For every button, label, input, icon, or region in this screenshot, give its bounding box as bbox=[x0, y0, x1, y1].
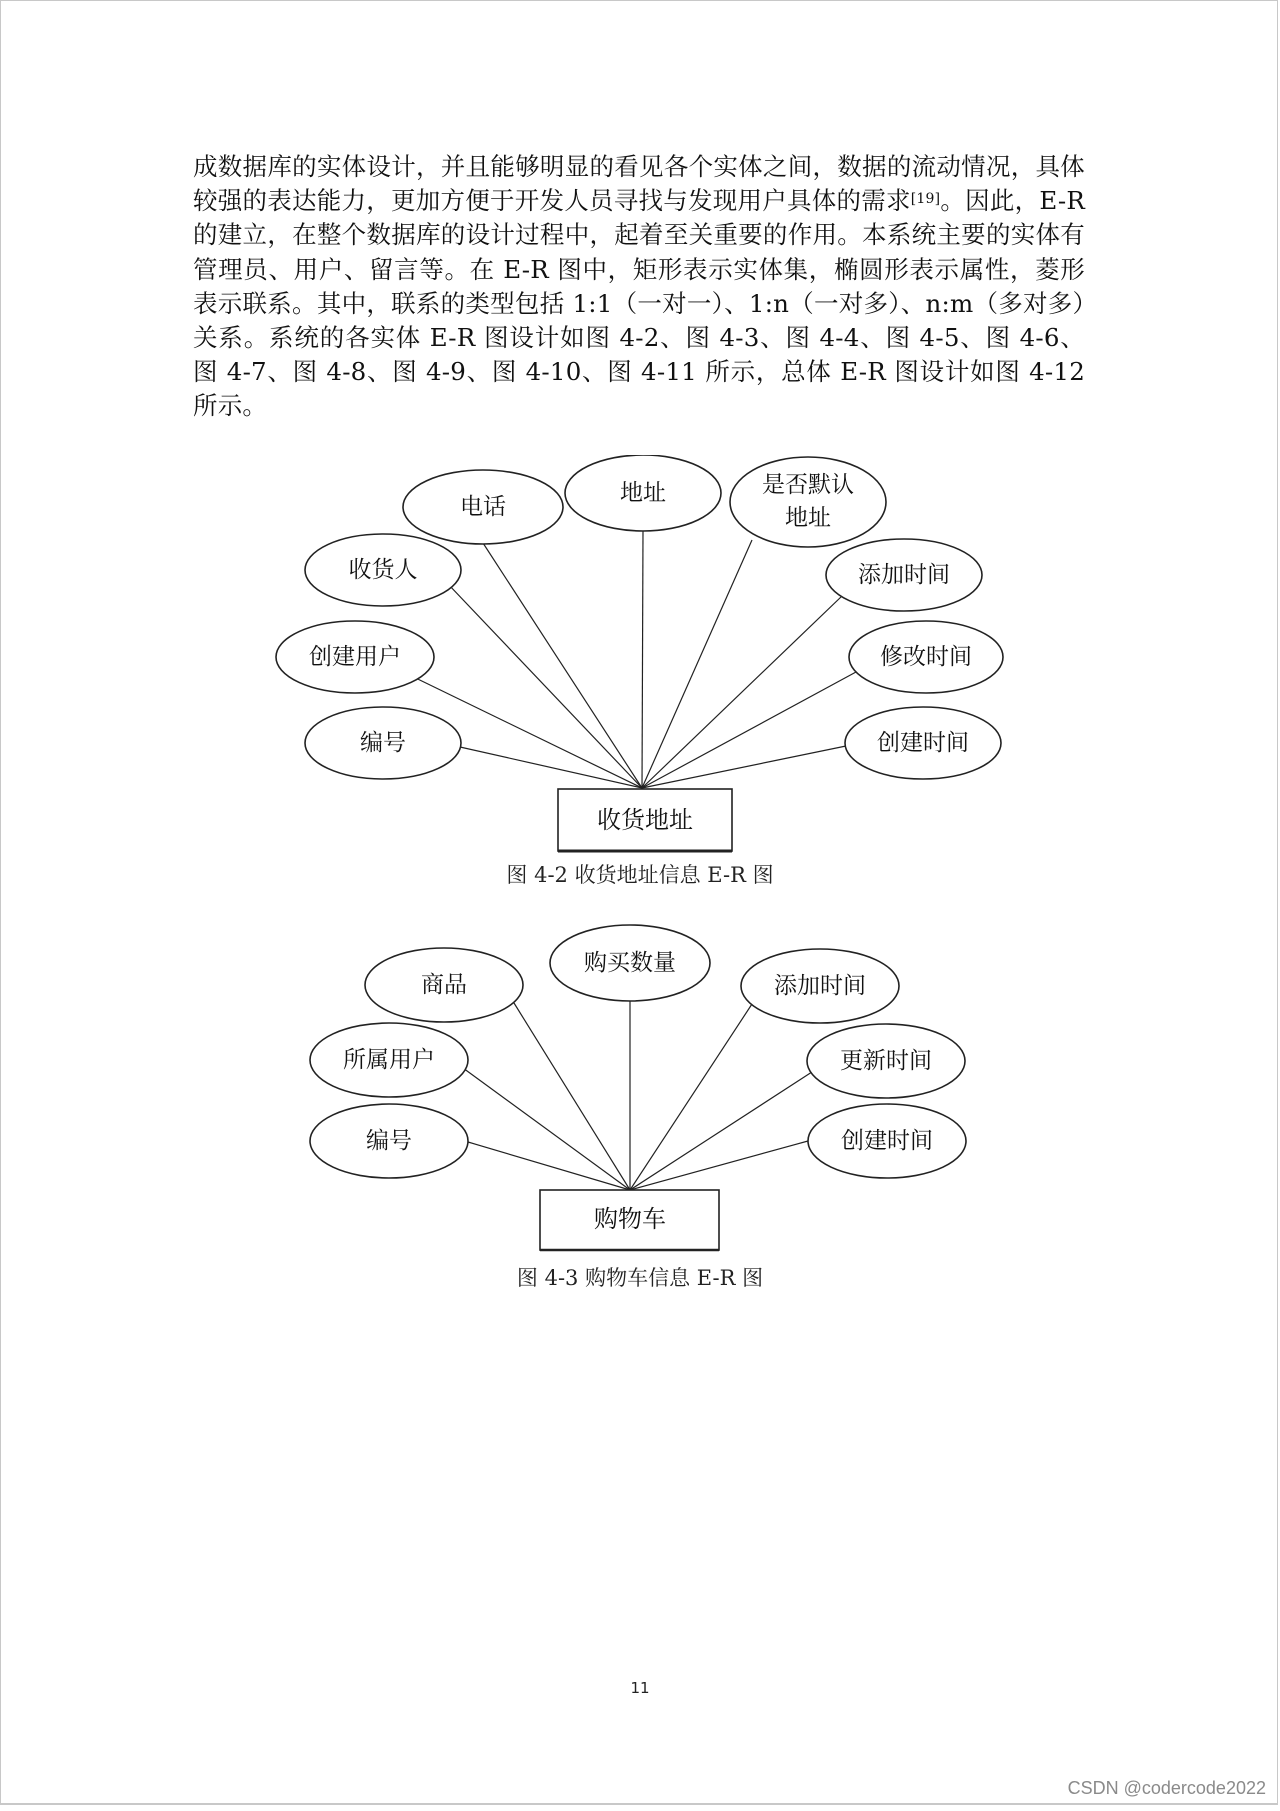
paragraph-text-after: 。因此，E-R 的建立，在整个数据库的设计过程中，起着至关重要的作用。本系统主要的实体有管理员、用户、留言等。在 E-R 图中，矩形表示实体集，椭圆形表示属性，菱形表示联系。其中，联系的类型包括 1:1（一对一）、1:n（一对多）、n:m（多对多）关系。系统的各实体 E-R 图设计如图 4-2、图 4-3、图 4-4、图 4-5、图 4-6、图 4-7、图 4-8、图 4-9、图 4-10、图 4-11 所示，总体 E-R 图设计如图 4-12 所示。 bbox=[193, 186, 1086, 421]
relationship-lines bbox=[463, 1001, 815, 1190]
svg-text:所属用户: 所属用户 bbox=[343, 1047, 435, 1073]
attribute-add-time bbox=[826, 539, 982, 611]
svg-text:收货人: 收货人 bbox=[348, 557, 418, 583]
attribute-owner-user bbox=[310, 1023, 468, 1097]
figure-caption-4-3: 图 4-3 购物车信息 E-R 图 bbox=[516, 1266, 764, 1290]
svg-text:购买数量: 购买数量 bbox=[584, 950, 676, 976]
svg-text:创建用户: 创建用户 bbox=[309, 644, 401, 670]
svg-text:修改时间: 修改时间 bbox=[880, 644, 972, 670]
attribute-modify-time bbox=[849, 621, 1003, 693]
attribute-is-default-address bbox=[730, 457, 886, 547]
attribute-id bbox=[305, 707, 461, 779]
svg-text:创建时间: 创建时间 bbox=[841, 1128, 933, 1154]
svg-text:电话: 电话 bbox=[460, 494, 506, 520]
watermark: CSDN @codercode2022 bbox=[1067, 1778, 1266, 1798]
svg-text:是否默认: 是否默认 bbox=[762, 472, 854, 498]
entity-shipping-address bbox=[558, 789, 732, 851]
svg-text:地址: 地址 bbox=[785, 505, 831, 531]
svg-text:更新时间: 更新时间 bbox=[840, 1048, 932, 1074]
attribute-add-time bbox=[741, 949, 899, 1023]
svg-text:收货地址: 收货地址 bbox=[597, 806, 693, 834]
attribute-id bbox=[310, 1104, 468, 1178]
relationship-lines bbox=[393, 531, 856, 788]
svg-text:商品: 商品 bbox=[421, 972, 467, 998]
page-number: 11 bbox=[630, 1679, 650, 1697]
paragraph-text-before: 成数据库的实体设计，并且能够明显的看见各个实体之间，数据的流动情况，具体较强的表达能力，更加方便于开发人员寻找与发现用户具体的需求 bbox=[193, 152, 1085, 216]
svg-text:购物车: 购物车 bbox=[594, 1205, 666, 1233]
attribute-create-user bbox=[276, 621, 434, 693]
attribute-phone bbox=[403, 470, 563, 544]
body-paragraph bbox=[193, 150, 1085, 424]
svg-text:创建时间: 创建时间 bbox=[877, 730, 969, 756]
attribute-quantity bbox=[550, 925, 710, 1001]
svg-text:编号: 编号 bbox=[366, 1128, 412, 1154]
svg-text:添加时间: 添加时间 bbox=[858, 562, 950, 588]
svg-text:添加时间: 添加时间 bbox=[774, 973, 866, 999]
entity-shopping-cart bbox=[540, 1190, 719, 1250]
attribute-receiver bbox=[305, 534, 461, 606]
attribute-create-time bbox=[808, 1104, 966, 1178]
svg-text:地址: 地址 bbox=[620, 480, 666, 506]
er-diagram-shopping-cart bbox=[0, 920, 1280, 1260]
attribute-product bbox=[365, 948, 523, 1022]
svg-text:编号: 编号 bbox=[360, 730, 406, 756]
figure-caption-4-2: 图 4-2 收货地址信息 E-R 图 bbox=[506, 863, 774, 887]
er-diagram-shipping-address bbox=[0, 455, 1280, 865]
attribute-create-time bbox=[845, 707, 1001, 779]
attribute-address bbox=[565, 455, 721, 531]
citation-ref: [19] bbox=[910, 191, 941, 208]
attribute-update-time bbox=[807, 1024, 965, 1098]
